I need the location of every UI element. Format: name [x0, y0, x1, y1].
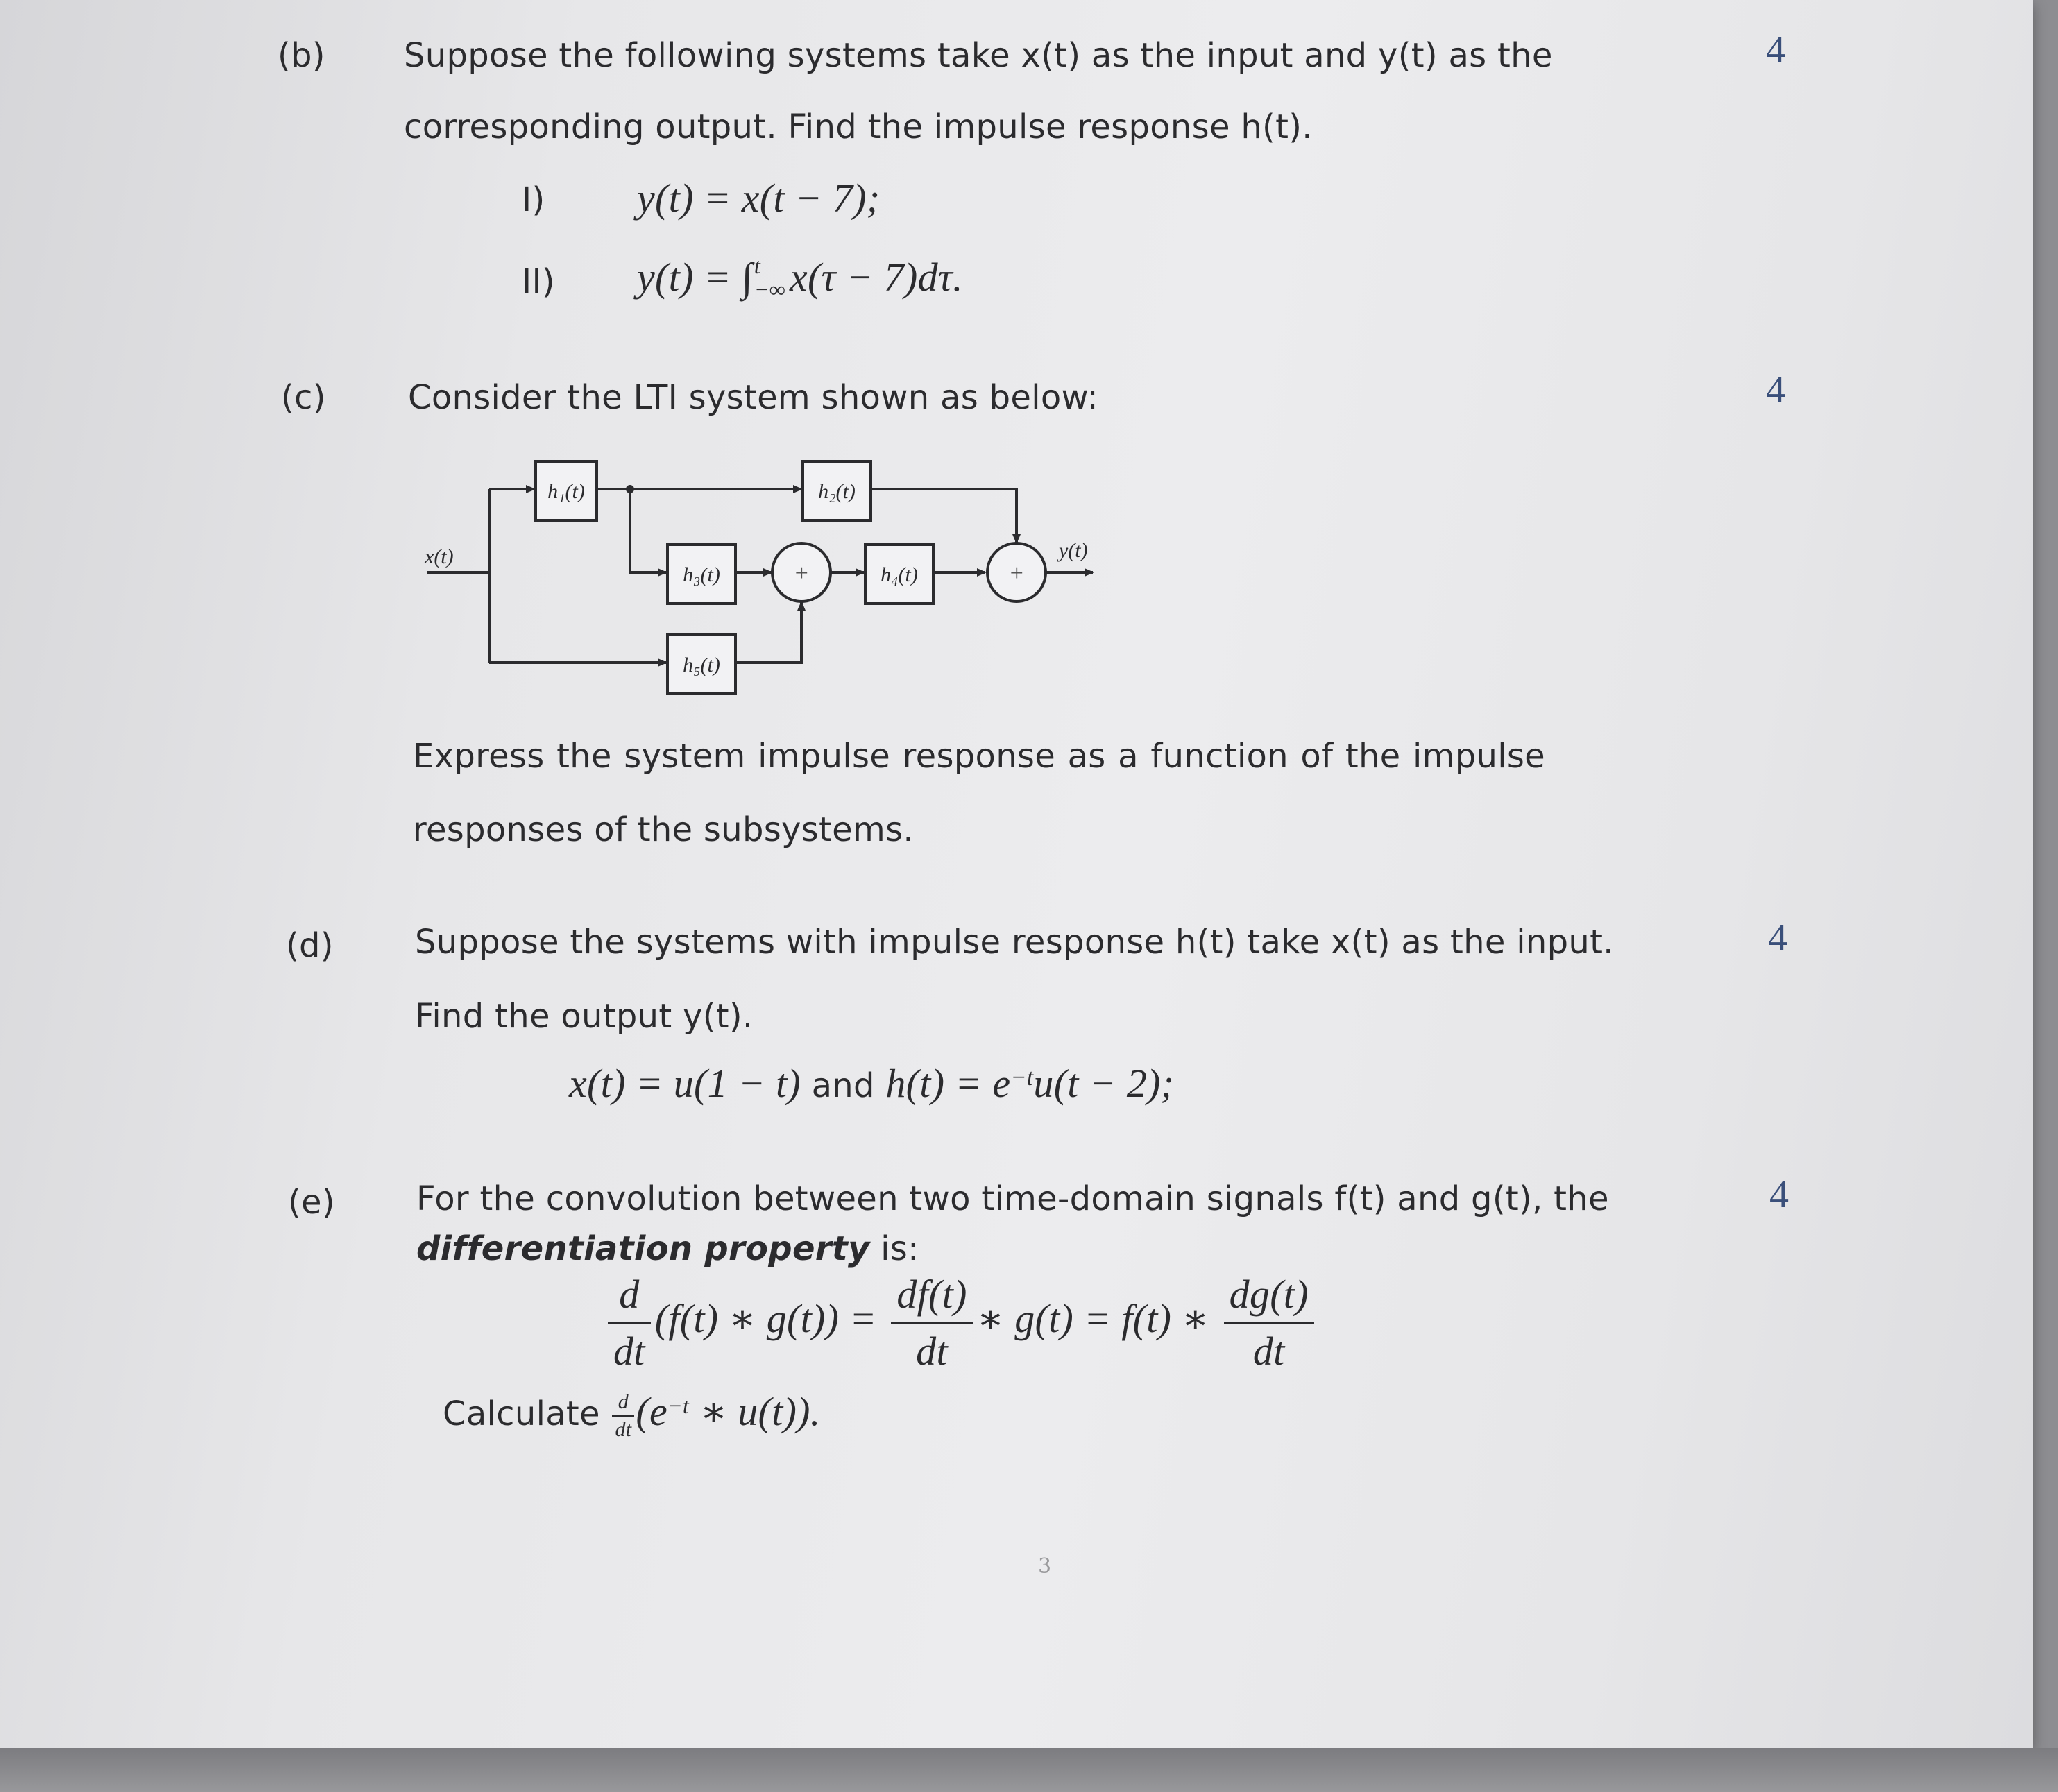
given-impulse-rest: u(t − 2);	[1033, 1061, 1175, 1106]
given-and: and	[811, 1066, 875, 1105]
differentiation-formula	[604, 1271, 1318, 1374]
formula-df-dt	[891, 1271, 972, 1374]
question-c-line1: Express the system impulse response as a function of the impulse	[413, 737, 1545, 776]
question-c-marks: 4	[1766, 368, 1786, 411]
formula-df: df(t)	[891, 1271, 972, 1324]
calc-dt: dt	[615, 1418, 632, 1441]
question-b-line2: corresponding output. Find the impulse response h(t).	[404, 108, 1313, 146]
property-label: differentiation property	[416, 1229, 870, 1268]
formula-dg: dg(t)	[1224, 1271, 1314, 1324]
formula-dt-2: dt	[916, 1329, 948, 1374]
item-b2-number: II)	[522, 262, 555, 301]
block-h5-label: h₅(t)	[683, 654, 720, 676]
lti-block-diagram	[409, 444, 1117, 708]
item-b2-expression	[637, 254, 963, 305]
property-suffix: is:	[881, 1229, 919, 1268]
question-b-marks: 4	[1766, 28, 1786, 71]
page-edge-shadow	[0, 1748, 2058, 1792]
question-c-intro: Consider the LTI system shown as below:	[408, 378, 1098, 417]
question-d-line2: Find the output y(t).	[415, 997, 754, 1036]
integral-lower-limit: −∞	[754, 276, 785, 302]
block-h2-label: h₂(t)	[818, 480, 856, 503]
formula-d-dt	[608, 1271, 651, 1374]
given-impulse: h(t) = e	[885, 1061, 1011, 1106]
calc-d: d	[612, 1390, 634, 1417]
question-c-line2: responses of the subsystems.	[413, 810, 914, 849]
formula-dg-dt	[1224, 1271, 1314, 1374]
integrand: x(τ − 7)dτ.	[789, 255, 963, 300]
question-e-line1: For the convolution between two time-domain signals f(t) and g(t), the	[416, 1179, 1609, 1218]
question-d-label: (d)	[286, 926, 334, 965]
block-h1-label: h₁(t)	[547, 480, 585, 503]
question-b-line1: Suppose the following systems take x(t) as the input and y(t) as the	[404, 36, 1553, 75]
formula-mid: ∗ g(t) = f(t) ∗	[976, 1295, 1209, 1341]
input-label: x(t)	[425, 545, 454, 568]
given-impulse-exponent: −t	[1010, 1065, 1034, 1091]
formula-d: d	[608, 1271, 651, 1324]
question-d-line1: Suppose the systems with impulse response h(t) take x(t) as the input.	[415, 923, 1614, 962]
calc-d-dt	[612, 1390, 634, 1442]
question-c-label: (c)	[281, 378, 326, 417]
question-d-given	[569, 1060, 1174, 1107]
adder-1-sign: +	[793, 561, 810, 586]
calculate-line	[443, 1388, 821, 1442]
question-d-marks: 4	[1768, 916, 1788, 959]
calc-exponent: −t	[667, 1393, 690, 1418]
calculate-label: Calculate	[443, 1394, 600, 1433]
block-h4-label: h₄(t)	[881, 563, 918, 586]
question-e-marks: 4	[1769, 1173, 1789, 1216]
question-e-label: (e)	[288, 1183, 335, 1222]
question-b-label: (b)	[278, 36, 325, 75]
item-b1-number: I)	[522, 180, 545, 219]
calc-rest: ∗ u(t)).	[699, 1389, 821, 1434]
page-number: 3	[1038, 1554, 1052, 1578]
integral-upper-limit: t	[754, 253, 761, 278]
adder-2-sign: +	[1008, 561, 1025, 586]
formula-dt: dt	[613, 1329, 645, 1374]
formula-dt-3: dt	[1252, 1329, 1285, 1374]
output-label: y(t)	[1059, 539, 1088, 562]
question-e-line2	[416, 1229, 919, 1268]
given-input: x(t) = u(1 − t)	[569, 1061, 801, 1106]
integral-sign: y(t) = ∫	[637, 255, 753, 300]
block-h3-label: h₃(t)	[683, 563, 720, 586]
junction-dot	[626, 485, 634, 493]
calc-expression: (e	[636, 1389, 668, 1434]
item-b1-expression: y(t) = x(t − 7);	[637, 176, 881, 221]
formula-lhs: (f(t) ∗ g(t)) =	[654, 1295, 877, 1341]
